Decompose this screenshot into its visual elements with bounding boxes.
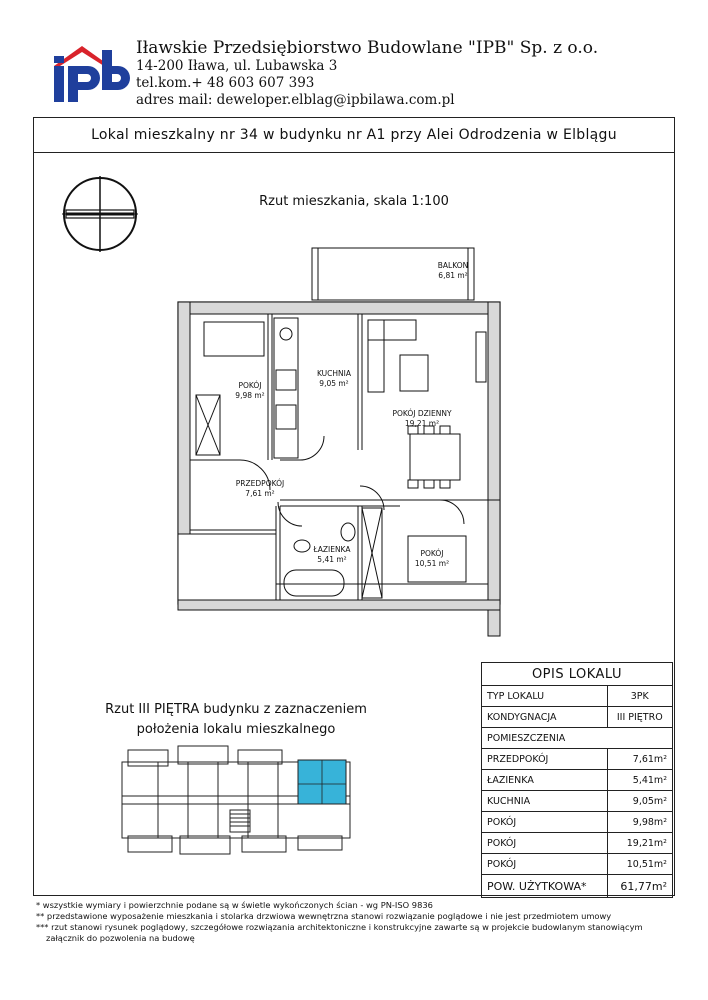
kondygnacja-value: III PIĘTRO [607,707,672,728]
total-label: POW. UŻYTKOWA* [482,875,608,898]
room-name-kuchnia: KUCHNIA [316,369,352,378]
table-row [482,791,673,812]
opis-header: OPIS LOKALU [482,663,673,686]
room-area: 9,98m² [607,812,672,833]
compass-icon [58,172,142,256]
pomieszczenia-label: POMIESZCZENIA [482,728,673,749]
overview-title-line1: Rzut III PIĘTRA budynku z zaznaczeniem [105,702,367,717]
room-name: PRZEDPOKÓJ [482,749,608,770]
overview-title-line2: położenia lokalu mieszkalnego [136,722,336,737]
room-area: 9,05m² [607,791,672,812]
room-area: 5,41m² [607,770,672,791]
room-area: 10,51m² [607,854,672,875]
room-area-kuchnia: 9,05 m² [319,379,349,388]
table-row [482,749,673,770]
table-row [482,833,673,854]
page-title: Lokal mieszkalny nr 34 w budynku nr A1 przy Alei Odrodzenia w Elblągu [33,117,675,153]
footnote: ** przedstawione wyposażenie mieszkania i stolarka drzwiowa wewnętrzna stanowi rozwiązanie poglądowe i nie jest przedmiotem umowy [36,911,612,921]
room-name-pokoj-dzienny: POKÓJ DZIENNY [392,409,452,418]
room-name: POKÓJ [482,854,608,875]
apartment-floor-plan [160,240,510,640]
room-name: POKÓJ [482,812,608,833]
ipb-logo [52,44,130,104]
room-name: ŁAZIENKA [482,770,608,791]
footnotes [36,900,643,944]
footnote: załącznik do pozwolenia na budowę [46,933,195,943]
room-area-balkon: 6,81 m² [438,271,468,280]
footnote: *** rzut stanowi rysunek poglądowy, szczegółowe rozwiązania architektoniczne i konstrukcyjne zawarte są w projekcie budowlanym stanowiącym [36,922,643,932]
room-area-przedpokoj: 7,61 m² [245,489,275,498]
opis-lokalu-table [481,662,673,898]
room-area-pokoj-dzienny: 19,21 m² [404,419,440,428]
company-name: Iławskie Przedsiębiorstwo Budowlane "IPB" Sp. z o.o. [136,38,599,58]
typ-label: TYP LOKALU [482,686,608,707]
floor-overview-plan [118,740,354,860]
room-name-balkon: BALKON [437,261,469,270]
kondygnacja-label: KONDYGNACJA [482,707,608,728]
room-name-przedpokoj: PRZEDPOKÓJ [235,479,285,488]
room-name-pokoj1: POKÓJ [238,381,262,390]
footnote: * wszystkie wymiary i powierzchnie podane są w świetle wykończonych ścian - wg PN-ISO 9836 [36,900,433,910]
room-area-lazienka: 5,41 m² [317,555,347,564]
company-phone: tel.kom.+ 48 603 607 393 [136,75,315,91]
room-area: 19,21m² [607,833,672,854]
typ-value: 3PK [607,686,672,707]
room-name-pokoj2: POKÓJ [420,549,444,558]
room-name: KUCHNIA [482,791,608,812]
table-row [482,770,673,791]
room-area-pokoj2: 10,51 m² [414,559,450,568]
company-email: adres mail: deweloper.elblag@ipbilawa.com.pl [136,92,455,108]
room-name-lazienka: ŁAZIENKA [313,545,351,554]
plan-title: Rzut mieszkania, skala 1:100 [259,194,449,209]
overview-title [86,700,386,740]
company-address: 14-200 Iława, ul. Lubawska 3 [136,58,338,74]
table-row [482,854,673,875]
total-value: 61,77m² [607,875,672,898]
room-area-pokoj1: 9,98 m² [235,391,265,400]
room-area: 7,61m² [607,749,672,770]
table-row [482,812,673,833]
company-info [136,38,598,109]
room-name: POKÓJ [482,833,608,854]
